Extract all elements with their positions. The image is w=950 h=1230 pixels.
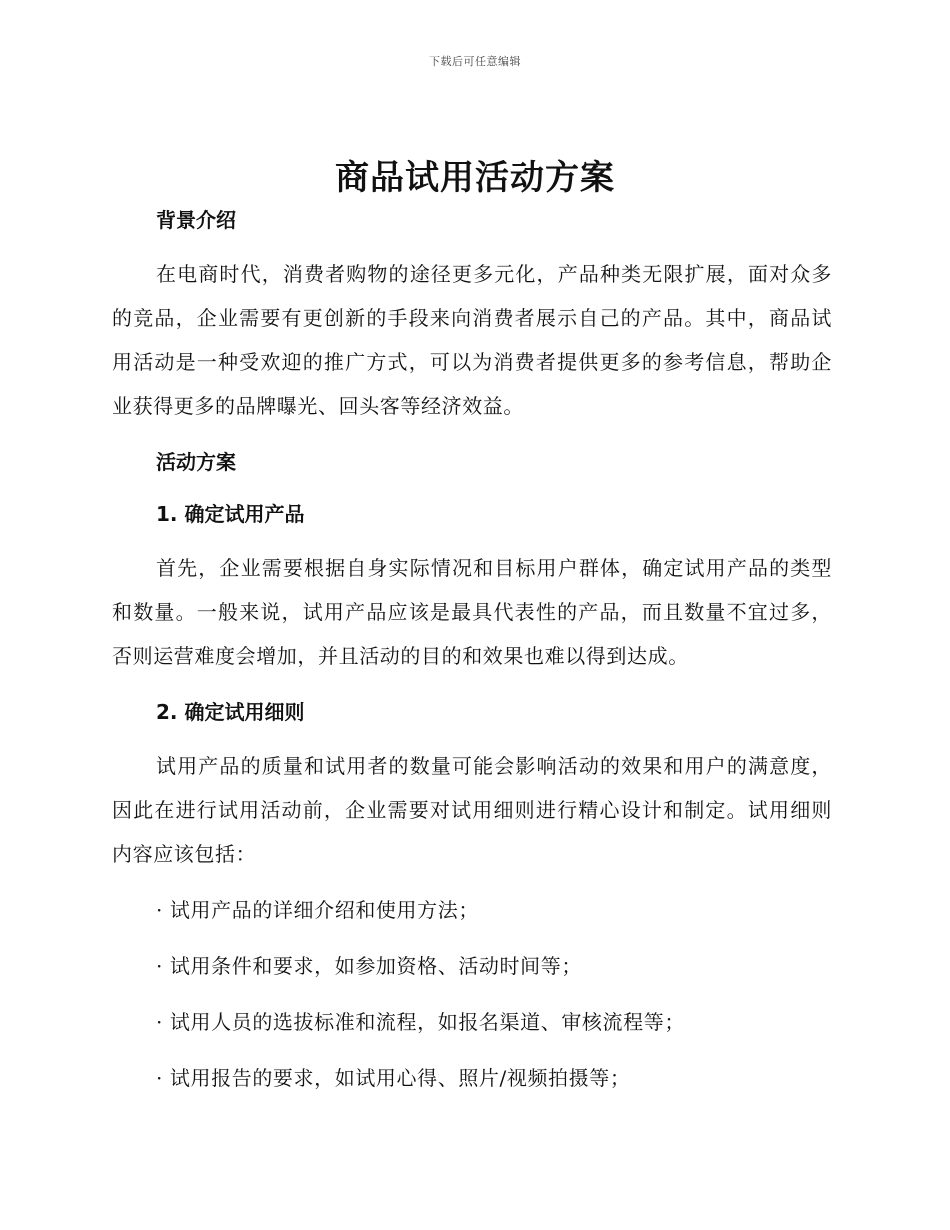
paragraph-step1: 首先，企业需要根据自身实际情况和目标用户群体，确定试用产品的类型和数量。一般来说，试用产品应该是最具代表性的产品，而且数量不宜过多，否则运营难度会增加，并且活动的目的和效果也难以得到达成。	[112, 556, 832, 668]
section-heading-step1: 1. 确定试用产品	[156, 502, 305, 526]
list-item: · 试用人员的选拔标准和流程，如报名渠道、审核流程等；	[156, 1010, 685, 1034]
list-item: · 试用产品的详细介绍和使用方法；	[156, 898, 479, 922]
list-item: · 试用条件和要求，如参加资格、活动时间等；	[156, 954, 582, 978]
section-heading-plan: 活动方案	[156, 450, 236, 474]
paragraph-background: 在电商时代，消费者购物的途径更多元化，产品种类无限扩展，面对众多的竞品，企业需要有更创新的手段来向消费者展示自己的产品。其中，商品试用活动是一种受欢迎的推广方式，可以为消费者提供更多的参考信息，帮助企业获得更多的品牌曝光、回头客等经济效益。	[112, 262, 832, 418]
list-item: · 试用报告的要求，如试用心得、照片/视频拍摄等；	[156, 1066, 631, 1090]
section-heading-step2: 2. 确定试用细则	[156, 700, 305, 724]
section-heading-background: 背景介绍	[156, 208, 236, 232]
paragraph-step2: 试用产品的质量和试用者的数量可能会影响活动的效果和用户的满意度，因此在进行试用活动前，企业需要对试用细则进行精心设计和制定。试用细则内容应该包括：	[112, 754, 832, 866]
document-body	[112, 200, 832, 1100]
document-title: 商品试用活动方案	[335, 158, 615, 198]
page-header-note: 下载后可任意编辑	[429, 55, 521, 68]
